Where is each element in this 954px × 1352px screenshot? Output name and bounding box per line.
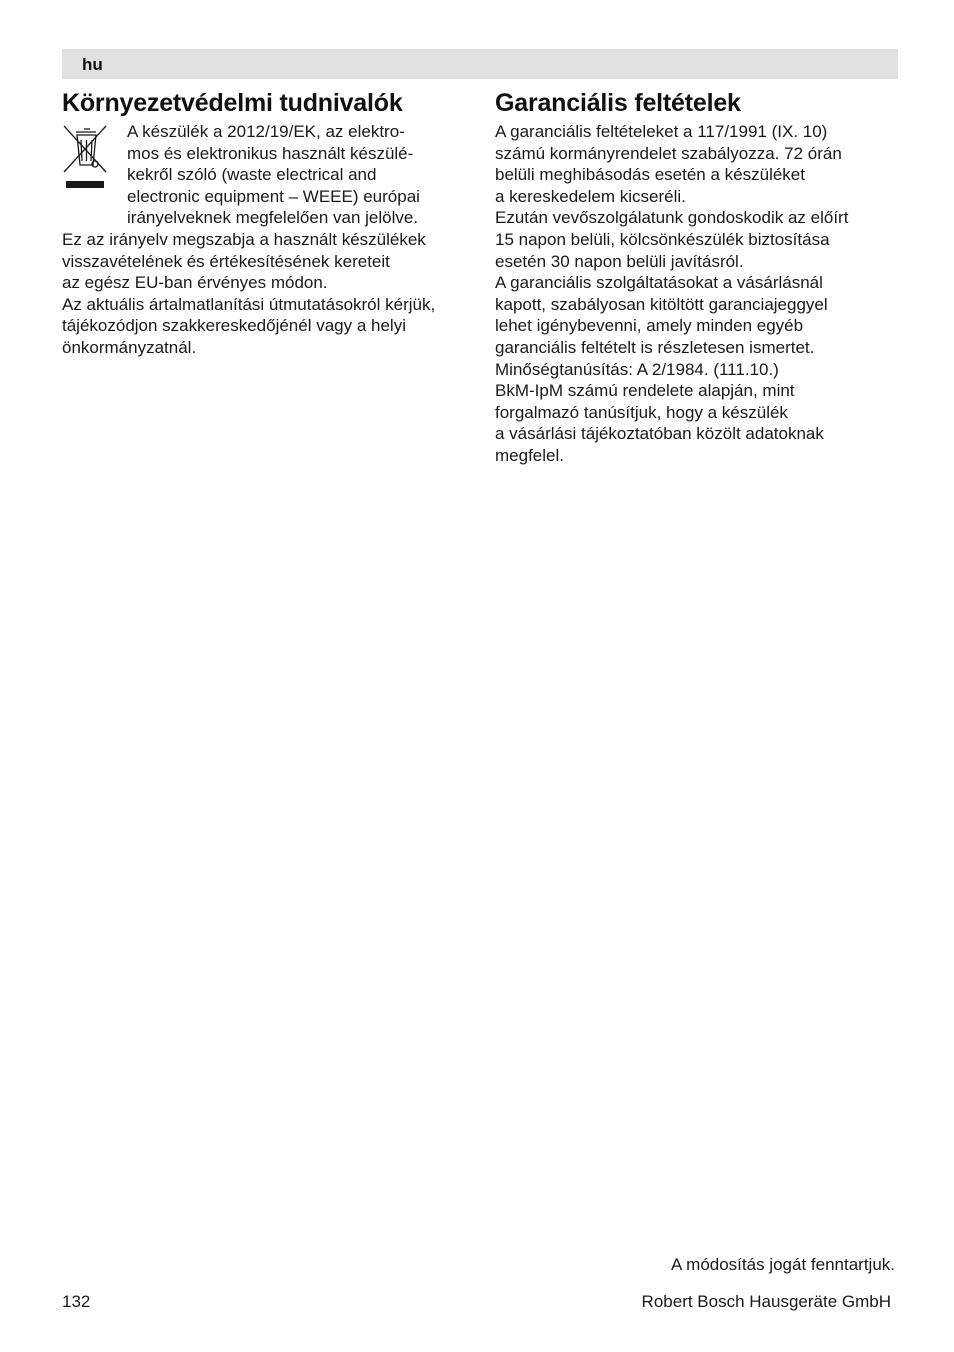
- environment-title: Környezetvédelmi tudnivalók: [62, 89, 403, 117]
- warranty-section: [495, 88, 895, 467]
- weee-notice: [62, 121, 467, 229]
- page-number: 132: [62, 1292, 91, 1311]
- warranty-body-text: [495, 121, 895, 467]
- weee-text-line: A készülék a 2012/19/EK, az elektro-: [127, 122, 405, 141]
- warranty-text-line: Minőségtanúsítás: A 2/1984. (111.10.): [495, 359, 779, 379]
- environment-text-line: az egész EU-ban érvényes módon.: [62, 273, 328, 293]
- warranty-text-line: belüli meghibásodás esetén a készüléket: [495, 165, 805, 185]
- weee-notice-text: [127, 121, 467, 229]
- environment-text-line: Ez az irányelv megszabja a használt készülékek: [62, 229, 426, 249]
- warranty-text-line: BkM-IpM számú rendelete alapján, mint: [495, 381, 795, 401]
- warranty-text-line: lehet igénybevenni, amely minden egyéb: [495, 316, 804, 336]
- warranty-text-line: a vásárlási tájékoztatóban közölt adatoknak: [495, 424, 824, 444]
- warranty-title: Garanciális feltételek: [495, 89, 741, 117]
- warranty-text-line: 15 napon belüli, kölcsönkészülék biztosítása: [495, 229, 830, 249]
- environment-text-line: tájékozódjon szakkereskedőjénél vagy a helyi: [62, 316, 406, 336]
- warranty-text-line: kapott, szabályosan kitöltött garanciajeggyel: [495, 294, 828, 314]
- environment-body-text: [62, 229, 467, 359]
- language-code: hu: [82, 55, 103, 74]
- warranty-text-line: számú kormányrendelet szabályozza. 72 órán: [495, 143, 842, 163]
- warranty-text-line: forgalmazó tanúsítjuk, hogy a készülék: [495, 402, 788, 422]
- environment-text-line: önkormányzatnál.: [62, 337, 197, 357]
- environment-section: [62, 88, 467, 359]
- warranty-text-line: megfelel.: [495, 445, 564, 465]
- footer-note: A módosítás jogát fenntartjuk.: [671, 1255, 895, 1274]
- crossed-out-wheelie-bin-icon: [62, 123, 108, 191]
- language-header-bar: [62, 49, 898, 79]
- warranty-text-line: esetén 30 napon belüli javításról.: [495, 251, 744, 271]
- weee-text-line: irányelveknek megfelelően van jelölve.: [127, 208, 419, 228]
- warranty-text-line: garanciális feltételt is részletesen ismertet.: [495, 337, 815, 357]
- warranty-text-line: A garanciális szolgáltatásokat a vásárlásnál: [495, 273, 823, 293]
- weee-text-line: electronic equipment – WEEE) európai: [127, 186, 420, 206]
- warranty-text-line: a kereskedelem kicseréli.: [495, 186, 686, 206]
- weee-text-line: kekről szóló (waste electrical and: [127, 165, 377, 185]
- environment-text-line: visszavételének és értékesítésének kereteit: [62, 251, 390, 271]
- warranty-text-line: A garanciális feltételeket a 117/1991 (IX. 10): [495, 122, 828, 141]
- warranty-text-line: Ezután vevőszolgálatunk gondoskodik az előírt: [495, 208, 849, 228]
- environment-text-line: Az aktuális ártalmatlanítási útmutatásokról kérjük,: [62, 294, 436, 314]
- company-name: Robert Bosch Hausgeräte GmbH: [641, 1292, 891, 1311]
- weee-text-line: mos és elektronikus használt készülé-: [127, 143, 414, 163]
